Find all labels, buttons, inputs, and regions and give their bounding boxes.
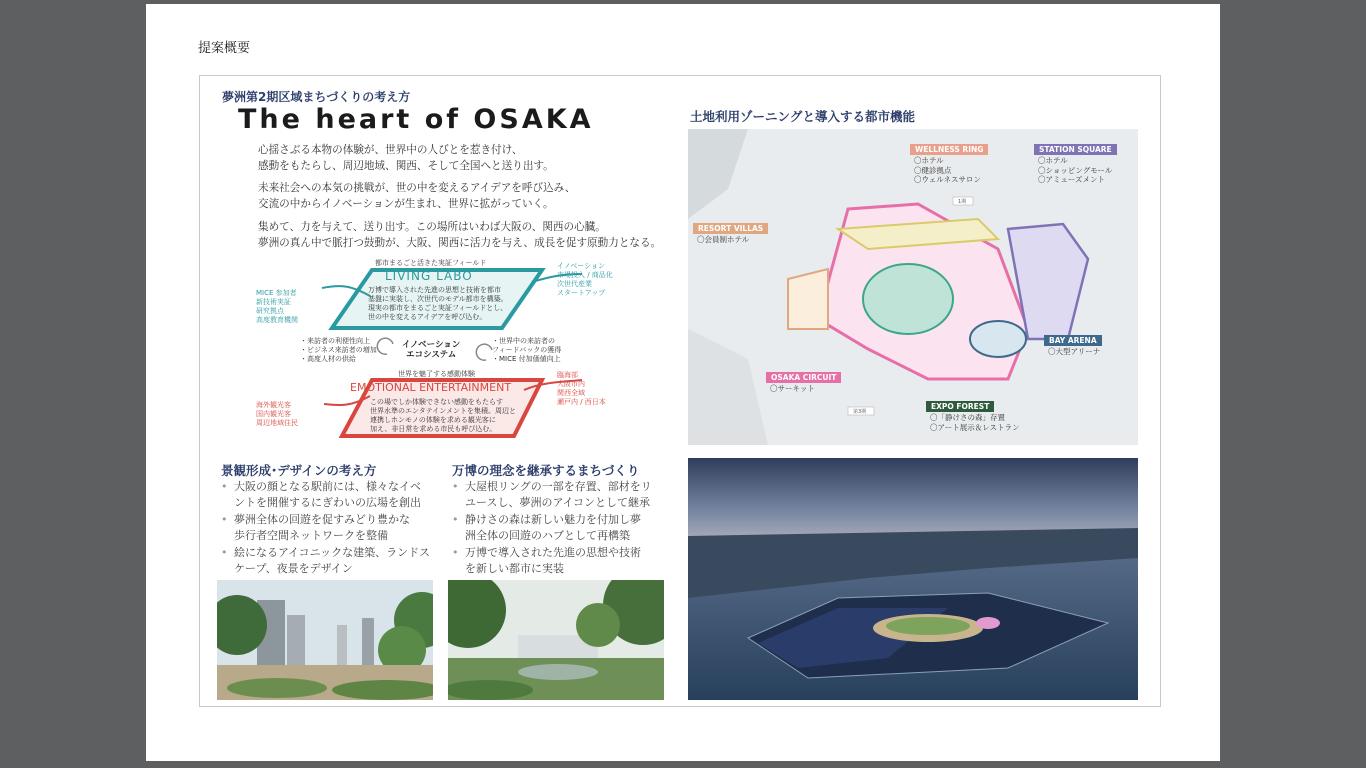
text-line: 集めて、力を与えて、送り出す。この場所はいわば大阪の、関西の心臓。: [258, 221, 606, 233]
text-line: イノベーション: [557, 262, 606, 270]
text-line: スタートアップ: [557, 289, 606, 297]
text-line: この場でしか体験できない感動をもたらす: [370, 398, 503, 406]
emotional-title: EMOTIONAL ENTERTAINMENT: [350, 381, 512, 394]
ecosystem-title: [402, 340, 460, 360]
text-line: を新しい都市に実装: [465, 562, 564, 576]
zoning-heading: 土地利用ゾーニングと導入する都市機能: [690, 109, 916, 124]
text-line: ユースし、夢洲のアイコンとして継承: [465, 496, 651, 510]
tagline: The heart of OSAKA: [238, 104, 594, 135]
text-line: 感動をもたらし、周辺地域、関西、そして全国へと送り出す。: [258, 160, 554, 172]
text-line: 未来社会への本気の挑戦が、世の中を変えるアイデアを呼び込み、: [258, 182, 576, 194]
text-line: ・高度人材の供給: [300, 355, 356, 363]
station-square-label: STATION SQUARE: [1034, 144, 1117, 155]
text-line: ・世界中の来訪者の: [492, 337, 555, 345]
text-line: 次世代産業: [557, 280, 592, 288]
bay-arena-label: BAY ARENA: [1044, 335, 1102, 346]
text-line: • 大阪の顔となる駅前には、様々なイベ: [234, 480, 421, 493]
list-item: [449, 479, 671, 512]
cycle-arrow-icon: [476, 344, 492, 360]
forest-photo: [448, 580, 664, 700]
text-line: 海外観光客: [256, 401, 291, 409]
area-tag-3: 第3期: [853, 409, 867, 415]
concept-paragraph-3: [258, 219, 698, 251]
landscape-bullets: [218, 479, 440, 577]
text-line: 研究拠点: [256, 307, 284, 315]
expo-heading: 万博の理念を継承するまちづくり: [452, 463, 640, 478]
area-tag-1: 1期: [958, 199, 967, 205]
living-labo-subtitle: 都市まるごと活きた実証フィールド: [375, 259, 487, 267]
list-item: [218, 512, 440, 545]
ecosystem-left: [300, 337, 377, 364]
wellness-ring-label: WELLNESS RING: [910, 144, 988, 155]
text-line: 交流の中からイノベーションが生まれ、世界に拡がっていく。: [258, 198, 554, 210]
ecosystem-right: [492, 337, 561, 364]
cycle-arrow-icon: [377, 338, 393, 354]
text-line: 洲全体の回遊のハブとして再構築: [465, 529, 630, 543]
text-line: 臨海部: [557, 371, 578, 379]
text-line: 歩行者空間ネットワークを整備: [234, 529, 388, 543]
text-line: 万博で導入された先進の思想と技術を都市: [368, 286, 501, 294]
plaza-illustration: [217, 580, 433, 700]
text-line: イノベーション: [402, 340, 461, 350]
emotional-outputs: [557, 371, 606, 407]
text-line: ・ビジネス来訪者の増加: [300, 346, 377, 354]
text-line: ケープ、夜景をデザイン: [234, 562, 353, 576]
list-item: [218, 545, 440, 578]
text-line: 新技術実証: [256, 298, 291, 306]
living-labo-body: [368, 286, 508, 322]
text-line: ントを開催するにぎわいの広場を創出: [234, 496, 421, 510]
text-line: 夢洲の真ん中で脈打つ鼓動が、大阪、関西に活力を与え、成長を促す原動力となる。: [258, 237, 662, 249]
zoning-map: [688, 129, 1138, 445]
living-labo-title: LIVING LABO: [385, 269, 473, 283]
living-inputs: [256, 289, 298, 325]
concept-paragraph-2: [258, 180, 678, 212]
text-line: ・来訪者の利便性向上: [300, 337, 370, 345]
expo-bullets: [449, 479, 671, 577]
text-line: 世界水準のエンタテインメントを集積。周辺と: [370, 407, 517, 415]
text-line: ・MICE 付加価値向上: [492, 355, 561, 363]
text-line: • 夢洲全体の回遊を促すみどり豊かな: [234, 512, 410, 526]
text-line: 国内観光客: [256, 410, 291, 418]
text-line: • 万博で導入された先進の思想や技術: [465, 545, 641, 559]
bay-arena-items: 〇大型アリーナ: [1048, 347, 1101, 356]
text-line: 世の中を変えるアイデアを呼び込む。: [368, 313, 487, 321]
emotional-body: [370, 398, 516, 434]
text-line: 周辺地域住民: [256, 419, 298, 427]
concept-paragraph-1: [258, 142, 678, 174]
night-aerial-illustration: [688, 458, 1138, 700]
night-aerial-photo: [688, 458, 1138, 700]
resort-villas-label: RESORT VILLAS: [693, 223, 768, 234]
landscape-heading: 景観形成･デザインの考え方: [221, 463, 377, 478]
text-line: 基盤に実装し、次世代のモデル都市を構築。: [368, 295, 508, 303]
list-item: [449, 545, 671, 578]
text-line: 高度教育機関: [256, 316, 298, 324]
text-line: エコシステム: [406, 350, 457, 360]
text-line: • 大屋根リングの一部を存置、部材をリ: [465, 480, 652, 493]
page-title: 提案概要: [198, 41, 251, 56]
wellness-ring-items: 〇ホテル 〇健診拠点 〇ウェルネスサロン: [914, 156, 981, 184]
emotional-subtitle: 世界を魅了する感動体験: [398, 370, 475, 378]
resort-villas-items: 〇会員制ホテル: [697, 235, 750, 244]
expo-forest-items: 〇「静けさの森」存置 〇アート展示＆レストラン: [930, 413, 1020, 432]
list-item: [449, 512, 671, 545]
list-item: [218, 479, 440, 512]
text-line: 現実の都市をまるごと実証フィールドとし、: [368, 304, 508, 312]
osaka-circuit-items: 〇サーキット: [770, 384, 815, 393]
text-line: 連携しホンモノの体験を求める観光客に: [370, 416, 496, 424]
forest-illustration: [448, 580, 664, 700]
concept-heading: 夢洲第2期区域まちづくりの考え方: [222, 90, 411, 104]
emotional-inputs: [256, 401, 298, 428]
plaza-photo: [217, 580, 433, 700]
text-line: • 静けさの森は新しい魅力を付加し夢: [465, 512, 641, 526]
summary-frame: [199, 75, 1161, 707]
text-line: 瀬戸内 / 西日本: [557, 398, 606, 406]
text-line: MICE 参加者: [256, 289, 297, 297]
document-page: [146, 4, 1220, 761]
expo-forest-label: EXPO FOREST: [926, 401, 994, 412]
text-line: 心揺さぶる本物の体験が、世界中の人びとを惹き付け、: [258, 144, 523, 156]
text-line: 大阪市内: [557, 380, 585, 388]
text-line: • 絵になるアイコニックな建築、ランドス: [234, 545, 431, 559]
osaka-circuit-label: OSAKA CIRCUIT: [766, 372, 841, 383]
living-outputs: [557, 262, 613, 298]
text-line: 加え、非日常を求める市民も呼び込む。: [370, 425, 497, 433]
text-line: 関西全域: [557, 389, 585, 397]
text-line: 市場投入 / 商品化: [557, 271, 613, 279]
text-line: フィードバックの獲得: [492, 346, 562, 354]
station-square-items: 〇ホテル 〇ショッピングモール 〇アミューズメント: [1038, 156, 1113, 184]
